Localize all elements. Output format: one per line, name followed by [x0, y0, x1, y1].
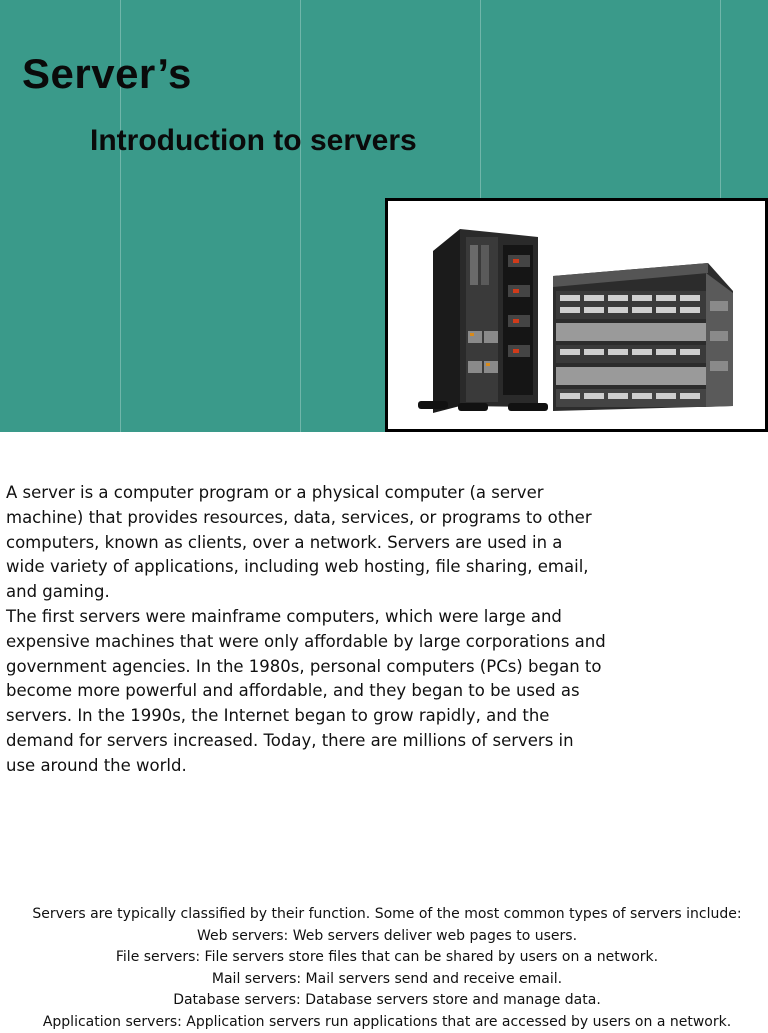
- header-banner: [0, 0, 768, 432]
- server-types-lead: Servers are typically classified by their function. Some of the most common types of servers include:: [0, 904, 768, 926]
- intro-text: [6, 481, 606, 779]
- server-type-item: Application servers: Application servers run applications that are accessed by users on a network.: [0, 1012, 768, 1033]
- intro-paragraph: The first servers were mainframe computers, which were large and expensive machines that were only affordable by large corporations and government agencies. In the 1980s, personal computers (PCs) began to become more powerful and affordable, and they began to be used as servers. In the 1990s, the Internet began to grow rapidly, and the demand for servers increased. Today, there are millions of servers in use around the world.: [6, 605, 606, 779]
- rack-servers: [553, 263, 733, 411]
- intro-paragraph: A server is a computer program or a physical computer (a server machine) that provides resources, data, services, or programs to other computers, known as clients, over a network. Servers are used in a wide variety of applications, including web hosting, file sharing, email, and gaming.: [6, 481, 606, 605]
- page-title: Server’s: [22, 50, 192, 98]
- server-type-item: Database servers: Database servers store and manage data.: [0, 990, 768, 1012]
- tower-server: [418, 229, 548, 413]
- server-photo: [385, 198, 768, 432]
- server-type-item: Mail servers: Mail servers send and receive email.: [0, 969, 768, 991]
- banner-divider: [300, 0, 301, 432]
- server-types-list: [0, 904, 768, 1033]
- server-type-item: File servers: File servers store files that can be shared by users on a network.: [0, 947, 768, 969]
- server-type-item: Web servers: Web servers deliver web pages to users.: [0, 926, 768, 948]
- server-icon: [388, 201, 765, 429]
- page-subtitle: Introduction to servers: [90, 124, 417, 158]
